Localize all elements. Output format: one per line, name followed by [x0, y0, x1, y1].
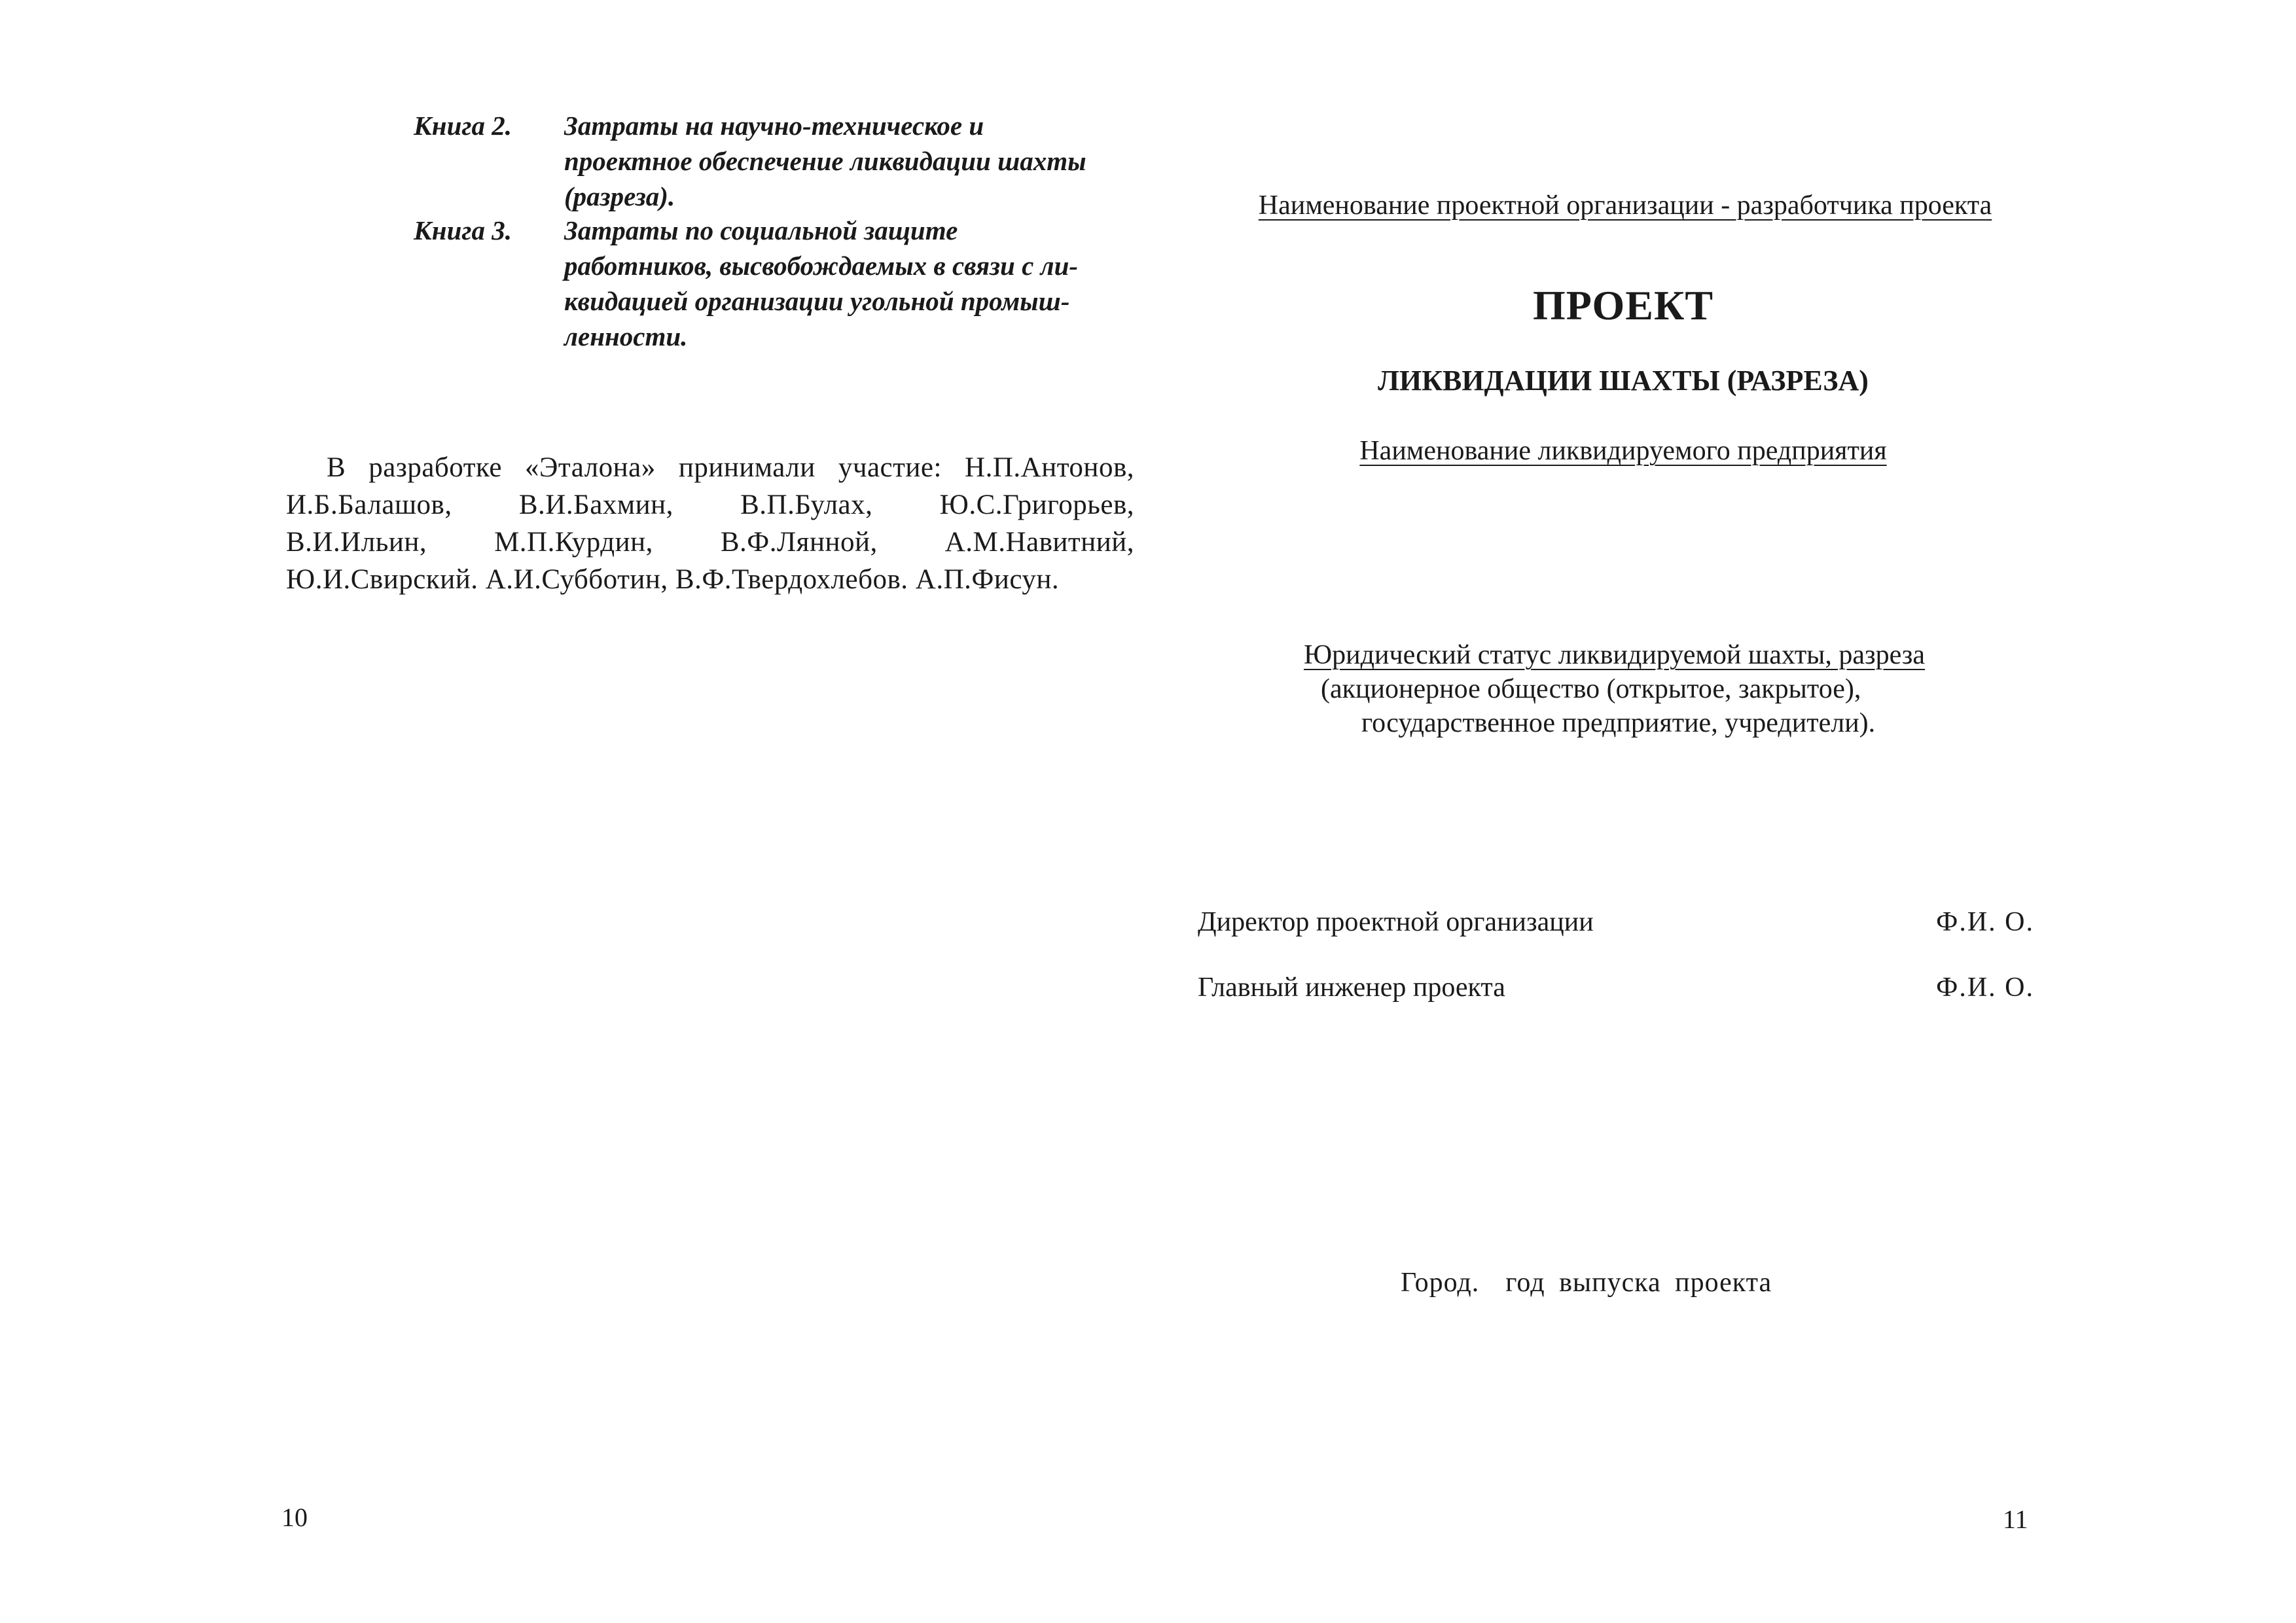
- signature-role-chief-engineer: Главный инженер проекта: [1198, 972, 1505, 1003]
- legal-status-line-3: государственное предприятие, учредители).: [1361, 708, 1876, 738]
- book-2-description: Затраты на научно-техническое и проектное обеспечение ликвидации шахты (разреза).: [564, 111, 1086, 211]
- book-3-label: Книга 3.: [414, 215, 512, 245]
- contributors-line-4: Ю.И.Свирский. А.И.Субботин, В.Ф.Твердохлебов. А.П.Фисун.: [286, 564, 1060, 595]
- contributors-line-2: И.Б.Балашов, В.И.Бахмин, В.П.Булах, Ю.С.Григорьев,: [286, 490, 1134, 520]
- signature-fio-director: Ф.И. О.: [1936, 907, 2034, 937]
- legal-status-line-2: (акционерное общество (открытое, закрытое),: [1321, 674, 1861, 704]
- year-label: год выпуска проекта: [1505, 1268, 1772, 1298]
- contributors-paragraph: [286, 449, 1134, 598]
- signature-role-director: Директор проектной организации: [1198, 907, 1594, 937]
- signature-fio-chief-engineer: Ф.И. О.: [1936, 972, 2034, 1003]
- document-subtitle: ЛИКВИДАЦИИ ШАХТЫ (РАЗРЕЗА): [1378, 365, 1869, 397]
- city-label: Город.: [1401, 1268, 1480, 1298]
- book-2-label: Книга 2.: [414, 111, 512, 141]
- liquidated-enterprise-name: Наименование ликвидируемого предприятия: [1359, 436, 1887, 466]
- document-title: ПРОЕКТ: [1532, 282, 1714, 329]
- legal-status-heading: Юридический статус ликвидируемой шахты, разреза: [1304, 640, 1926, 670]
- legal-status-block: [1296, 638, 2029, 740]
- contributors-line-3: В.И.Ильин, М.П.Курдин, В.Ф.Лянной, А.М.Навитний,: [286, 527, 1134, 558]
- book-3-description: Затраты по социальной защите работников, высвобождаемых в связи с ли- квидацией организации угольной промыш- ленности.: [564, 215, 1079, 351]
- city-year-line: [1401, 1267, 1859, 1298]
- contributors-line-1: В разработке «Эталона» принимали участие: Н.П.Антонов,: [327, 452, 1134, 483]
- page-number-left: 10: [281, 1503, 308, 1532]
- page-number-right: 11: [2003, 1505, 2028, 1534]
- design-organization-name: Наименование проектной организации - разработчика проекта: [1258, 190, 1992, 221]
